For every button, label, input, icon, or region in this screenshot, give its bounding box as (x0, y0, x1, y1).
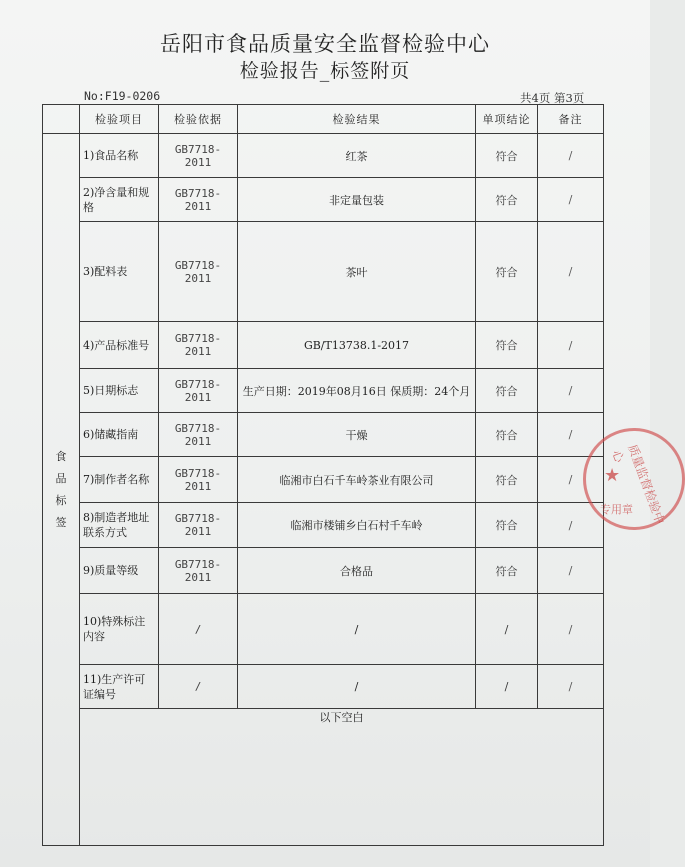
basis-cell: GB7718-2011 (159, 222, 238, 322)
seal-text: 专用章 (600, 503, 633, 516)
conclusion-cell: 符合 (476, 413, 538, 457)
table-row (43, 222, 604, 322)
report-number: No:F19-0206 (84, 89, 161, 103)
item-cell: 1)食品名称 (80, 134, 159, 178)
category-char: 食 (55, 449, 67, 463)
table-row (43, 413, 604, 457)
remark-cell: / (538, 665, 604, 709)
conclusion-cell: 符合 (476, 322, 538, 369)
table-row (43, 548, 604, 594)
conclusion-cell: 符合 (476, 503, 538, 548)
conclusion-cell: / (476, 594, 538, 665)
table-row (43, 665, 604, 709)
basis-cell: GB7718-2011 (159, 548, 238, 594)
column-header-remark: 备注 (538, 105, 604, 134)
blank-below-note: 以下空白 (80, 709, 604, 846)
remark-cell: / (538, 457, 604, 503)
category-char: 标 (55, 493, 67, 507)
item-cell: 4)产品标准号 (80, 322, 159, 369)
basis-cell: GB7718-2011 (159, 413, 238, 457)
column-header-item: 检验项目 (80, 105, 159, 134)
table-row (43, 594, 604, 665)
result-cell: 合格品 (238, 548, 476, 594)
column-header-conclusion: 单项结论 (476, 105, 538, 134)
item-cell: 9)质量等级 (80, 548, 159, 594)
item-cell: 2)净含量和规格 (80, 178, 159, 222)
result-cell: 临湘市楼铺乡白石村千车岭 (238, 503, 476, 548)
result-cell: / (238, 594, 476, 665)
category-char: 签 (55, 515, 67, 529)
conclusion-cell: 符合 (476, 369, 538, 413)
seal-arc-text: 质量监督检验中心 (609, 442, 668, 527)
conclusion-cell: 符合 (476, 178, 538, 222)
item-cell: 7)制作者名称 (80, 457, 159, 503)
remark-cell: / (538, 134, 604, 178)
conclusion-cell: 符合 (476, 548, 538, 594)
conclusion-cell: 符合 (476, 457, 538, 503)
report-title: 检验报告_标签附页 (239, 60, 411, 82)
result-cell: / (238, 665, 476, 709)
page-info: 共4页 第3页 (520, 91, 585, 105)
result-cell: 干燥 (238, 413, 476, 457)
inspection-table (42, 104, 604, 846)
basis-cell: GB7718-2011 (159, 178, 238, 222)
remark-cell: / (538, 413, 604, 457)
table-row (43, 134, 604, 178)
conclusion-cell: 符合 (476, 134, 538, 178)
item-cell: 6)储藏指南 (80, 413, 159, 457)
column-header-result: 检验结果 (238, 105, 476, 134)
conclusion-cell: / (476, 665, 538, 709)
remark-cell: / (538, 322, 604, 369)
table-header-row (43, 105, 604, 134)
category-label (43, 134, 80, 846)
blank-row (43, 709, 604, 846)
seal-star-icon: ★ (604, 465, 621, 486)
item-cell: 3)配料表 (80, 222, 159, 322)
result-cell: 生产日期：2019年08月16日 保质期：24个月 (238, 369, 476, 413)
remark-cell: / (538, 178, 604, 222)
result-cell: 茶叶 (238, 222, 476, 322)
result-cell: 红茶 (238, 134, 476, 178)
category-header (43, 105, 80, 134)
remark-cell: / (538, 369, 604, 413)
basis-cell: GB7718-2011 (159, 369, 238, 413)
table-row (43, 503, 604, 548)
basis-cell: GB7718-2011 (159, 134, 238, 178)
column-header-basis: 检验依据 (159, 105, 238, 134)
item-cell: 11)生产许可证编号 (80, 665, 159, 709)
table-row (43, 457, 604, 503)
organization-title: 岳阳市食品质量安全监督检验中心 (160, 32, 490, 56)
remark-cell: / (538, 594, 604, 665)
item-cell: 10)特殊标注内容 (80, 594, 159, 665)
table-row (43, 322, 604, 369)
item-cell: 5)日期标志 (80, 369, 159, 413)
conclusion-cell: 符合 (476, 222, 538, 322)
result-cell: 临湘市白石千车岭茶业有限公司 (238, 457, 476, 503)
basis-cell: GB7718-2011 (159, 503, 238, 548)
basis-cell: / (159, 594, 238, 665)
result-cell: GB/T13738.1-2017 (238, 322, 476, 369)
table-row (43, 369, 604, 413)
table-row (43, 178, 604, 222)
remark-cell: / (538, 548, 604, 594)
basis-cell: / (159, 665, 238, 709)
remark-cell: / (538, 503, 604, 548)
result-cell: 非定量包装 (238, 178, 476, 222)
basis-cell: GB7718-2011 (159, 457, 238, 503)
item-cell: 8)制造者地址联系方式 (80, 503, 159, 548)
remark-cell: / (538, 222, 604, 322)
category-char: 品 (55, 471, 67, 485)
basis-cell: GB7718-2011 (159, 322, 238, 369)
